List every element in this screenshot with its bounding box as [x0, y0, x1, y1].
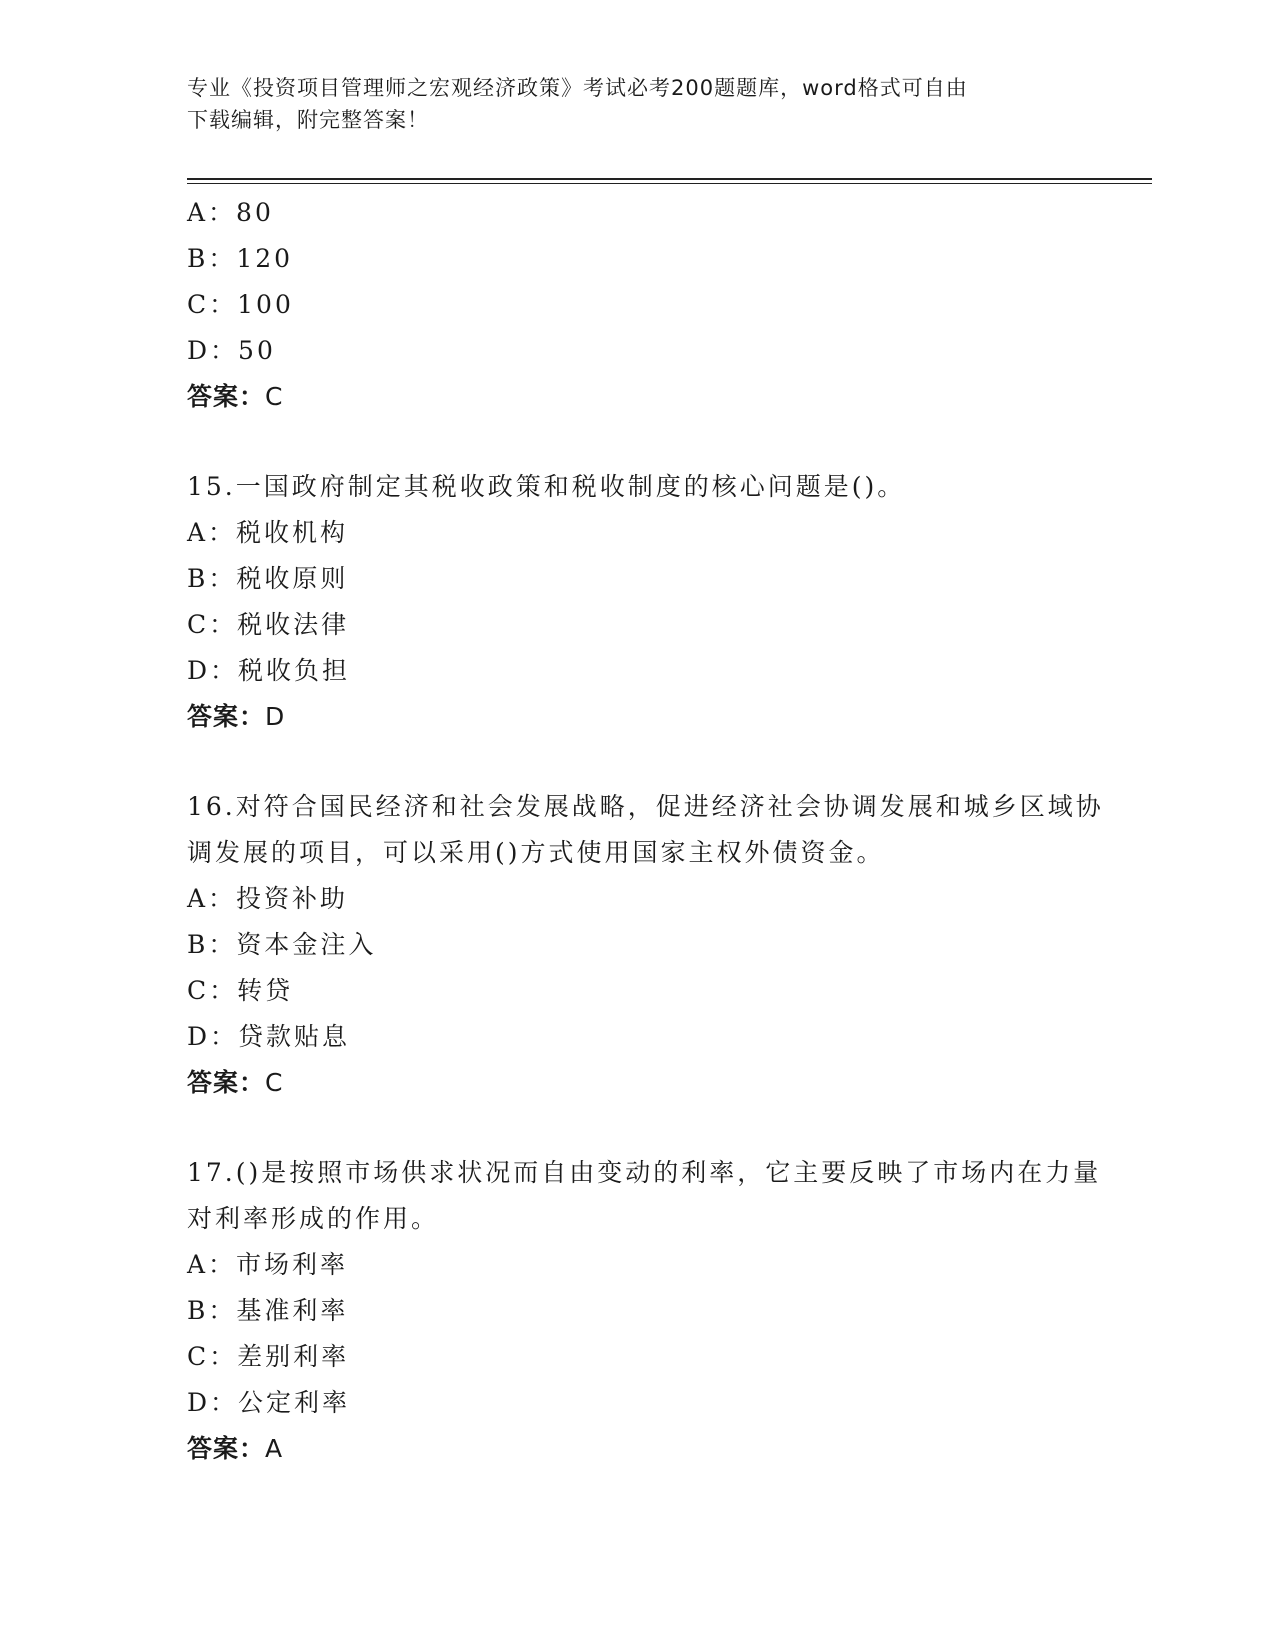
question-17: [187, 1150, 1117, 1472]
option-d: D：贷款贴息: [187, 1022, 351, 1051]
option-d: D：税收负担: [187, 656, 351, 685]
answer-label: 答案：: [187, 1434, 266, 1463]
option-d: D：50: [187, 336, 276, 365]
option-c: C：100: [187, 290, 294, 319]
option-c: C：转贷: [187, 976, 294, 1005]
answer-value: D: [265, 702, 286, 731]
question-text: 15.一国政府制定其税收政策和税收制度的核心问题是()。: [187, 472, 906, 501]
answer-value: C: [265, 1068, 284, 1097]
option-a: A：市场利率: [187, 1250, 349, 1279]
option-c: C：税收法律: [187, 610, 350, 639]
question-list: [187, 190, 1117, 1472]
document-header: [187, 72, 1087, 136]
header-divider-thick: [187, 178, 1152, 180]
question-15: [187, 464, 1117, 740]
answer-label: 答案：: [187, 1068, 266, 1097]
question-14: [187, 190, 1117, 420]
option-b: B：税收原则: [187, 564, 349, 593]
question-text: 17.()是按照市场供求状况而自由变动的利率，它主要反映了市场内在力量对利率形成的作用。: [187, 1158, 1102, 1233]
answer-value: C: [265, 382, 284, 411]
answer-value: A: [265, 1434, 284, 1463]
option-a: A：80: [187, 198, 274, 227]
answer-line: [187, 1060, 1117, 1106]
header-divider-thin: [187, 183, 1152, 184]
question-16: [187, 784, 1117, 1106]
option-a: A：投资补助: [187, 884, 349, 913]
answer-label: 答案：: [187, 702, 266, 731]
answer-line: [187, 374, 1117, 420]
option-b: B：基准利率: [187, 1296, 349, 1325]
answer-label: 答案：: [187, 382, 266, 411]
header-title-line-1: 专业《投资项目管理师之宏观经济政策》考试必考200题题库，word格式可自由: [187, 76, 968, 100]
question-text: 16.对符合国民经济和社会发展战略，促进经济社会协调发展和城乡区域协调发展的项目，可以采用()方式使用国家主权外债资金。: [187, 792, 1104, 867]
option-c: C：差别利率: [187, 1342, 350, 1371]
option-b: B：120: [187, 244, 294, 273]
header-title-line-2: 下载编辑，附完整答案！: [187, 108, 429, 132]
option-a: A：税收机构: [187, 518, 349, 547]
option-b: B：资本金注入: [187, 930, 377, 959]
answer-line: [187, 694, 1117, 740]
answer-line: [187, 1426, 1117, 1472]
option-d: D：公定利率: [187, 1388, 351, 1417]
